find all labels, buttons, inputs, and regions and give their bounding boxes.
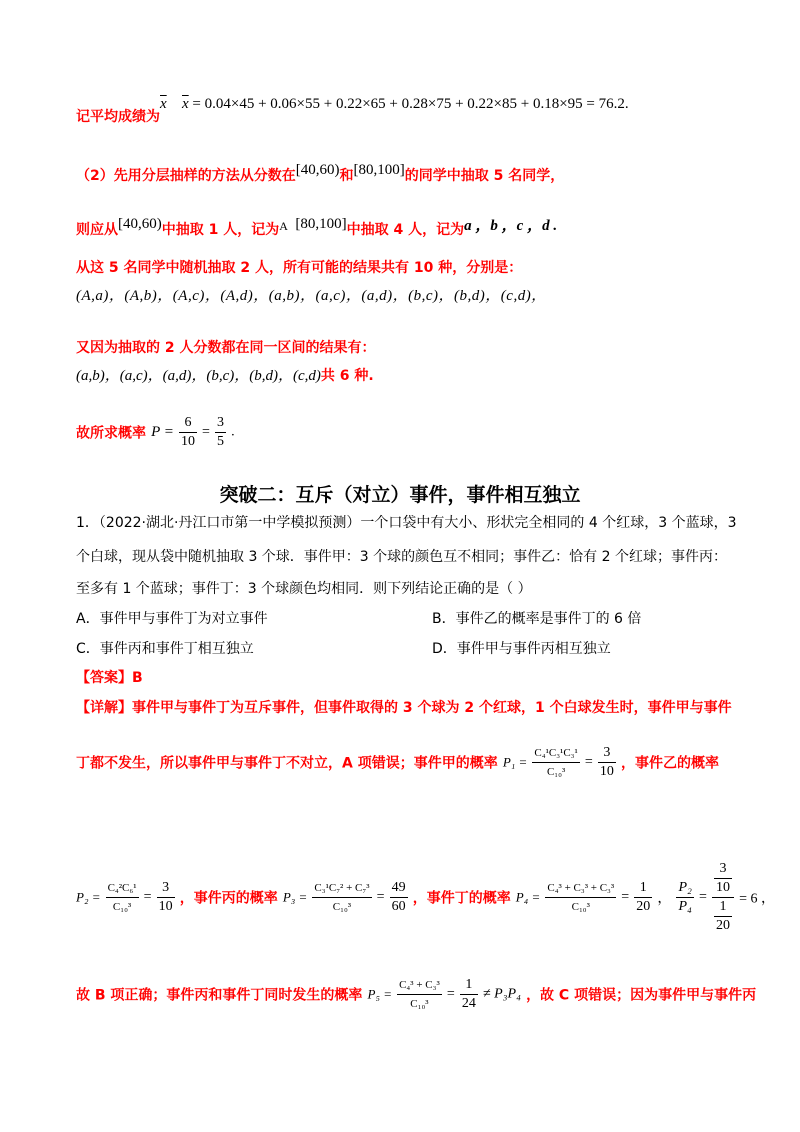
section-heading: 突破二：互斥（对立）事件，事件相互独立 bbox=[219, 484, 581, 506]
answer-detail2: 丁都不发生，所以事件甲与事件丁不对立，A 项错误；事件甲的概率 P₁ = $\frac{\text{C₄¹C₃¹C₃¹}}{\text{C₁₀³}}$ = $\frac{3}{10}$ ，事件乙的概率 bbox=[76, 745, 719, 779]
p4-result: $\frac{1}{20}$ bbox=[636, 880, 651, 914]
same-results-row: (a,b)，(a,c)，(a,d)，(b,c)，(b,d)，(c,d)共 6 种. bbox=[76, 368, 374, 384]
part2-line1: （2）先用分层抽样的方法从分数在[40,60)和[80,100]的同学中抽取 5 名同学， bbox=[76, 162, 565, 184]
answer-detail1: 【详解】事件甲与事件丁为互斥事件，但事件取得的 3 个球为 2 个红球，1 个白球发生时，事件甲与事件 bbox=[76, 700, 732, 716]
p1-fraction: $\frac{\text{C₄¹C₃¹C₃¹}}{\text{C₁₀³}}$ bbox=[532, 744, 579, 781]
part2-line3: 从这 5 名同学中随机抽取 2 人，所有可能的结果共有 10 种，分别是： bbox=[76, 260, 523, 276]
ratio-fraction: $\frac{\text{P₂}}{\text{P₄}}$ bbox=[678, 880, 692, 914]
ratio-compound: $\frac{\frac{3}{10}}{\frac{1}{20}}$ bbox=[712, 860, 734, 935]
question-line2: 个白球，现从袋中随机抽取 3 个球．事件甲：3 个球的颜色互不相同；事件乙：恰有 2 个红球；事件丙： bbox=[76, 549, 727, 565]
p1-result: $\frac{3}{10}$ bbox=[599, 745, 614, 779]
avg-label: 记平均成绩为 bbox=[76, 109, 160, 125]
option-c: C．事件丙和事件丁相互独立 bbox=[76, 641, 254, 657]
avg-var: $\overline{x}$ bbox=[160, 96, 167, 112]
p3-result: $\frac{49}{60}$ bbox=[391, 880, 406, 914]
p3-fraction: $\frac{\text{C₃¹C₇² + C₇³}}{\text{C₁₀³}}$ bbox=[312, 879, 371, 916]
avg-formula: $\overline{x} = 0.04\times 45 + 0.06\times 55 + 0.22\times 65 + 0.28\times 75 + 0.22\times 85 + 0.18\times 95 = 76.2$. bbox=[182, 96, 629, 112]
question-line3: 至多有 1 个蓝球；事件丁：3 个球颜色均相同．则下列结论正确的是（ ） bbox=[76, 581, 532, 597]
prob-fraction-1: $\frac{6}{10}$ bbox=[180, 415, 195, 449]
question-line1: 1．（2022·湖北·丹江口市第一中学模拟预测）一个口袋中有大小、形状完全相同的 4 个红球，3 个蓝球，3 bbox=[76, 515, 737, 531]
option-d: D．事件甲与事件丙相互独立 bbox=[432, 641, 611, 657]
p4-fraction: $\frac{\text{C₄³ + C₃³ + C₃³}}{\text{C₁₀³}}$ bbox=[545, 879, 616, 916]
option-a: A．事件甲与事件丁为对立事件 bbox=[76, 611, 268, 627]
p2-result: $\frac{3}{10}$ bbox=[158, 880, 173, 914]
p5-fraction: $\frac{\text{C₄³ + C₃³}}{\text{C₁₀³}}$ bbox=[397, 976, 442, 1013]
option-b: B．事件乙的概率是事件丁的 6 倍 bbox=[432, 611, 642, 627]
p5-result: $\frac{1}{24}$ bbox=[461, 977, 476, 1011]
answer-label: 【答案】B bbox=[76, 670, 143, 686]
probability-row: 故所求概率 P = $\frac{6}{10}$ = $\frac{3}{5}$ . bbox=[76, 415, 235, 449]
part2-line2: 则应从[40,60)中抽取 1 人，记为A [80,100]中抽取 4 人，记为a ，b ，c ，d . bbox=[76, 216, 558, 238]
p2-fraction: $\frac{\text{C₄²C₆¹}}{\text{C₁₀³}}$ bbox=[106, 879, 139, 916]
answer-detail4: 故 B 项正确；事件丙和事件丁同时发生的概率 P₅ = $\frac{\text{C₄³ + C₃³}}{\text{C₁₀³}}$ = $\frac{1}{24}$ ≠ P₃P₄ ，故 C 项错误；因为事件甲与事件丙 bbox=[76, 977, 757, 1011]
answer-detail3: P₂ = $\frac{\text{C₄²C₆¹}}{\text{C₁₀³}}$ = $\frac{3}{10}$ ，事件丙的概率 P₃ = $\frac{\text{C₃¹C₇² + C₇³}}{\text{C₁₀³}}$ = $\frac{49}{60}$ ，事件丁的概率 P₄ = $\frac{\text{C₄³ + C₃³ + C₃³}}{\text{C₁₀³}}$ = $\frac{1}{20}$ ， $\frac{\text{P₂}}{\text{P₄}}$ = $\frac{\frac{3}{10}}{\frac{1}{20}}$ = 6 ， bbox=[76, 861, 775, 933]
all-results: (A,a)，(A,b)，(A,c)，(A,d)，(a,b)，(a,c)，(a,d)，(b,c)，(b,d)，(c,d)， bbox=[76, 288, 547, 304]
part2-line5: 又因为抽取的 2 人分数都在同一区间的结果有： bbox=[76, 340, 376, 356]
prob-fraction-2: $\frac{3}{5}$ bbox=[217, 415, 225, 449]
